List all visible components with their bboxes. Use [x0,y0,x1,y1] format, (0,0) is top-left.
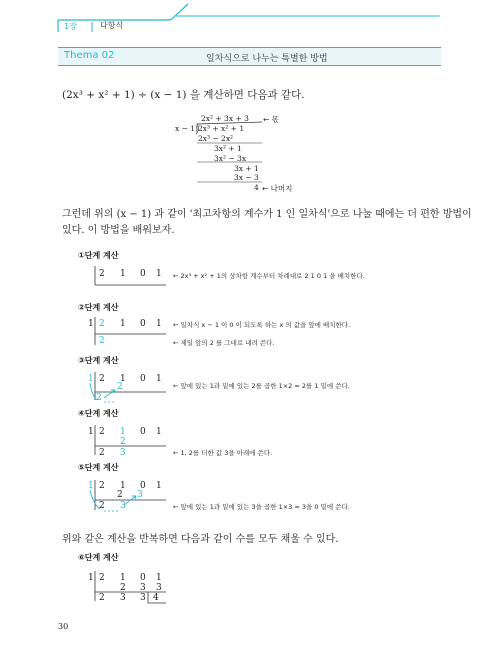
coefficient: 1 [156,573,162,583]
step-title: ③단계 계산 [78,356,119,365]
coefficient: 1 [120,319,126,329]
result-value: 3 [120,501,126,511]
step-note: ← 1, 2를 더한 값 3을 아래에 쓴다. [173,449,273,457]
paragraph-line: 있다. 이 방법을 배워보자. [62,225,175,236]
coefficient: 1 [120,573,126,583]
product-value: 2 [117,490,123,500]
coefficient: 1 [120,427,126,437]
coefficient: 0 [140,427,146,437]
root-value: 1 [88,481,94,491]
quotient: 2x² + 3x + 3 [201,114,249,123]
step-note: ← 앞에 있는 1과 밑에 있는 3을 곱한 1×3 = 3을 0 밑에 쓴다. [173,503,350,511]
coefficient: 0 [140,374,146,384]
step-note: ← 앞에 있는 1과 밑에 있는 2를 곱한 1×2 = 2를 1 밑에 쓴다. [173,382,350,390]
page-number: 30 [58,622,69,631]
division-row: 3x − 3 [234,173,259,182]
theme-label: Thema 02 [64,50,115,61]
coefficient: 1 [156,427,162,437]
step-note: ← 제일 앞의 2 를 그대로 내려 쓴다. [173,339,275,347]
coefficient: 0 [140,573,146,583]
remainder-label: ← 나머지 [262,184,293,193]
remainder-value: 4 [153,593,159,603]
coefficient: 1 [156,374,162,384]
product-value: 2 [120,437,126,447]
intro-text: (2x³ + x² + 1) ÷ (x − 1) 을 계산하면 다음과 같다. [62,89,305,101]
coefficient: 2 [99,374,105,384]
coefficient: 0 [140,481,146,491]
step-note: ← 2x³ + x² + 1의 상차항 계수부터 차례대로 2 1 0 1 을 배치한다. [173,272,365,280]
division-row: 3x + 1 [234,164,259,173]
root-value: 1 [88,573,94,583]
result-value: 3 [120,593,126,603]
coefficient: 2 [99,319,105,329]
product-value: 3 [137,490,143,500]
product-value: 3 [156,583,162,593]
coefficient: 1 [156,481,162,491]
remainder: 4 [254,183,259,192]
coefficient: 1 [156,269,162,279]
result-value: 2 [96,393,102,403]
result-value: 3 [140,593,146,603]
coefficient: 1 [120,374,126,384]
coefficient: 0 [140,319,146,329]
step-note: ← 일차식 x − 1 이 0 이 되도록 하는 x 의 값을 앞에 배치한다. [173,321,351,329]
coefficient: 2 [99,427,105,437]
coefficient: 1 [120,269,126,279]
coefficient: 0 [140,269,146,279]
product-value: 2 [120,583,126,593]
product-value: 2 [117,382,123,392]
paragraph-line: 위와 같은 계산을 반복하면 다음과 같이 수를 모두 채울 수 있다. [62,534,339,545]
coefficient: 2 [99,481,105,491]
step-title: ⑥단계 계산 [78,553,119,562]
result-value: 2 [99,448,105,458]
theme-title: 일차식으로 나누는 특별한 방법 [206,54,328,64]
dividend: 2x³ + x² + 1 [198,124,245,133]
step-title: ⑤단계 계산 [78,463,119,472]
chapter-label: 1장 [64,22,77,31]
result-value: 2 [99,501,105,511]
coefficient: 1 [156,319,162,329]
result-value: 2 [99,336,105,346]
product-value: 3 [140,583,146,593]
result-value: 3 [120,448,126,458]
step-title: ④단계 계산 [78,409,119,418]
division-row: 3x² − 3x [214,154,247,163]
division-row: 3x² + 1 [214,144,242,153]
chapter-title: 다항식 [100,21,124,30]
coefficient: 2 [99,269,105,279]
coefficient: 2 [99,573,105,583]
step-title: ①단계 계산 [78,251,119,260]
root-value: 1 [88,427,94,437]
root-value: 1 [88,319,94,329]
quotient-label: ← 몫 [263,115,279,124]
coefficient: 1 [120,481,126,491]
divisor: x − 1) [175,124,198,133]
root-value: 1 [88,374,94,384]
result-value: 2 [99,593,105,603]
division-row: 2x³ − 2x² [198,134,234,143]
paragraph-line: 그런데 위의 (x − 1) 과 같이 '최고차항의 계수가 1 인 일차식'으로 나눌 때에는 더 편한 방법이 [62,209,472,220]
step-title: ②단계 계산 [78,303,119,312]
